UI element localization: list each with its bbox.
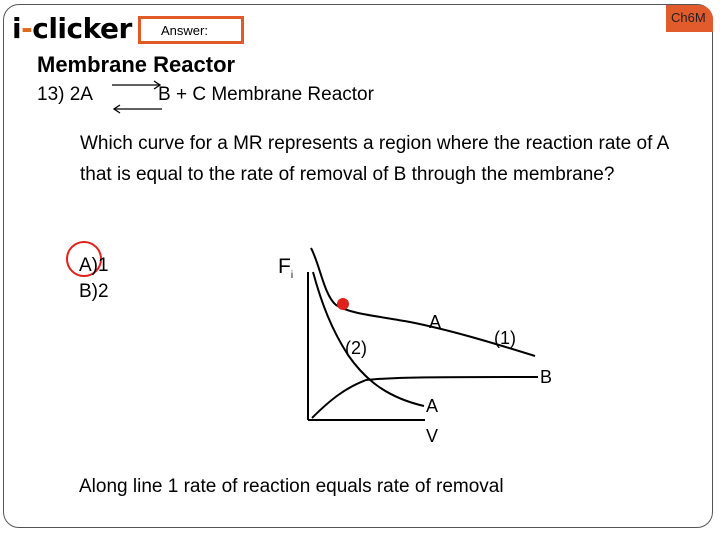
option-b[interactable]: B)2 bbox=[79, 281, 109, 302]
curve-label-b: B bbox=[540, 367, 553, 387]
curve-label-2: (2) bbox=[345, 338, 367, 358]
equation-products: B + C Membrane Reactor bbox=[158, 84, 374, 105]
footer-note: Along line 1 rate of reaction equals rate of removal bbox=[79, 476, 504, 497]
y-axis-label: $F_i$ bbox=[278, 255, 294, 282]
curve-b bbox=[312, 377, 538, 418]
x-axis-label: V bbox=[426, 426, 439, 446]
curve-label-a-upper: A bbox=[429, 312, 442, 332]
iclicker-logo: i-clicker bbox=[12, 12, 132, 45]
curve-label-1: (1) bbox=[494, 328, 516, 348]
question-text: Which curve for a MR represents a region where the reaction rate of A that is equal to the rate of removal of B through the membrane? bbox=[80, 133, 669, 185]
curve-label-a-lower: A bbox=[426, 396, 439, 416]
slide-title: Membrane Reactor bbox=[37, 52, 236, 77]
curve-2-a bbox=[313, 272, 424, 406]
selected-point-marker bbox=[337, 298, 349, 310]
answer-label: Answer: bbox=[161, 23, 208, 38]
chapter-badge: Ch6M bbox=[666, 5, 713, 32]
equation-reactants: 13) 2A bbox=[37, 84, 93, 105]
option-a[interactable]: A)1 bbox=[79, 255, 109, 276]
